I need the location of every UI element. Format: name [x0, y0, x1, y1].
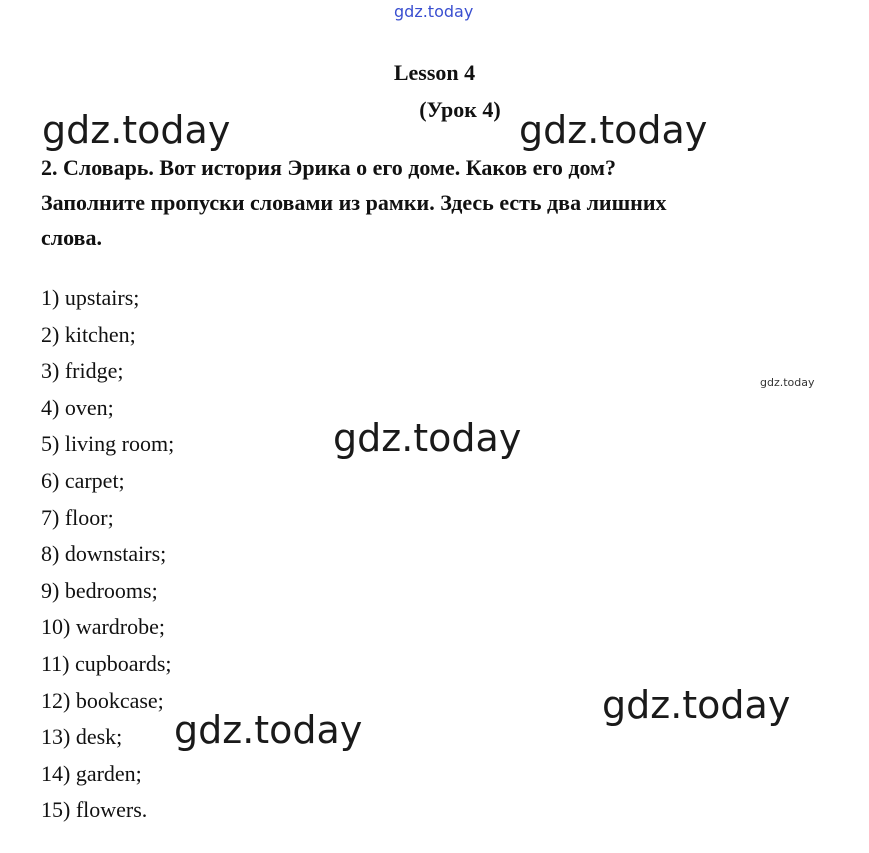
answer-list: [41, 281, 174, 830]
watermark: gdz.today: [333, 416, 522, 460]
list-item: 4) oven;: [41, 394, 114, 420]
task-line: 2. Словарь. Вот история Эрика о его доме. Каков его дом?: [41, 155, 617, 180]
task-line: Заполните пропуски словами из рамки. Здесь есть два лишних: [41, 190, 667, 215]
watermark: gdz.today: [602, 683, 791, 727]
list-item: 1) upstairs;: [41, 285, 140, 310]
watermark: gdz.today: [42, 108, 231, 152]
list-item: 9) bedrooms;: [41, 577, 158, 603]
list-item: 8) downstairs;: [41, 541, 167, 567]
lesson-subtitle: (Урок 4): [419, 97, 501, 122]
lesson-title: Lesson 4: [393, 60, 476, 85]
list-item: 12) bookcase;: [41, 687, 164, 713]
watermark: gdz.today: [519, 108, 708, 152]
list-item: 5) living room;: [41, 431, 175, 457]
task-instruction: [41, 150, 841, 255]
list-item: 2) kitchen;: [41, 321, 136, 347]
watermark: gdz.today: [174, 708, 363, 752]
list-item: 7) floor;: [41, 504, 114, 530]
list-item: 13) desk;: [41, 724, 123, 750]
list-item: 14) garden;: [41, 760, 142, 786]
list-item: 3) fridge;: [41, 358, 124, 384]
list-item: 10) wardrobe;: [41, 614, 166, 640]
list-item: 15) flowers.: [41, 797, 148, 823]
list-item: 11) cupboards;: [41, 650, 172, 676]
watermark-top: gdz.today: [394, 2, 474, 21]
task-line: слова.: [41, 225, 102, 250]
list-item: 6) carpet;: [41, 467, 125, 493]
watermark-small: gdz.today: [760, 376, 815, 389]
